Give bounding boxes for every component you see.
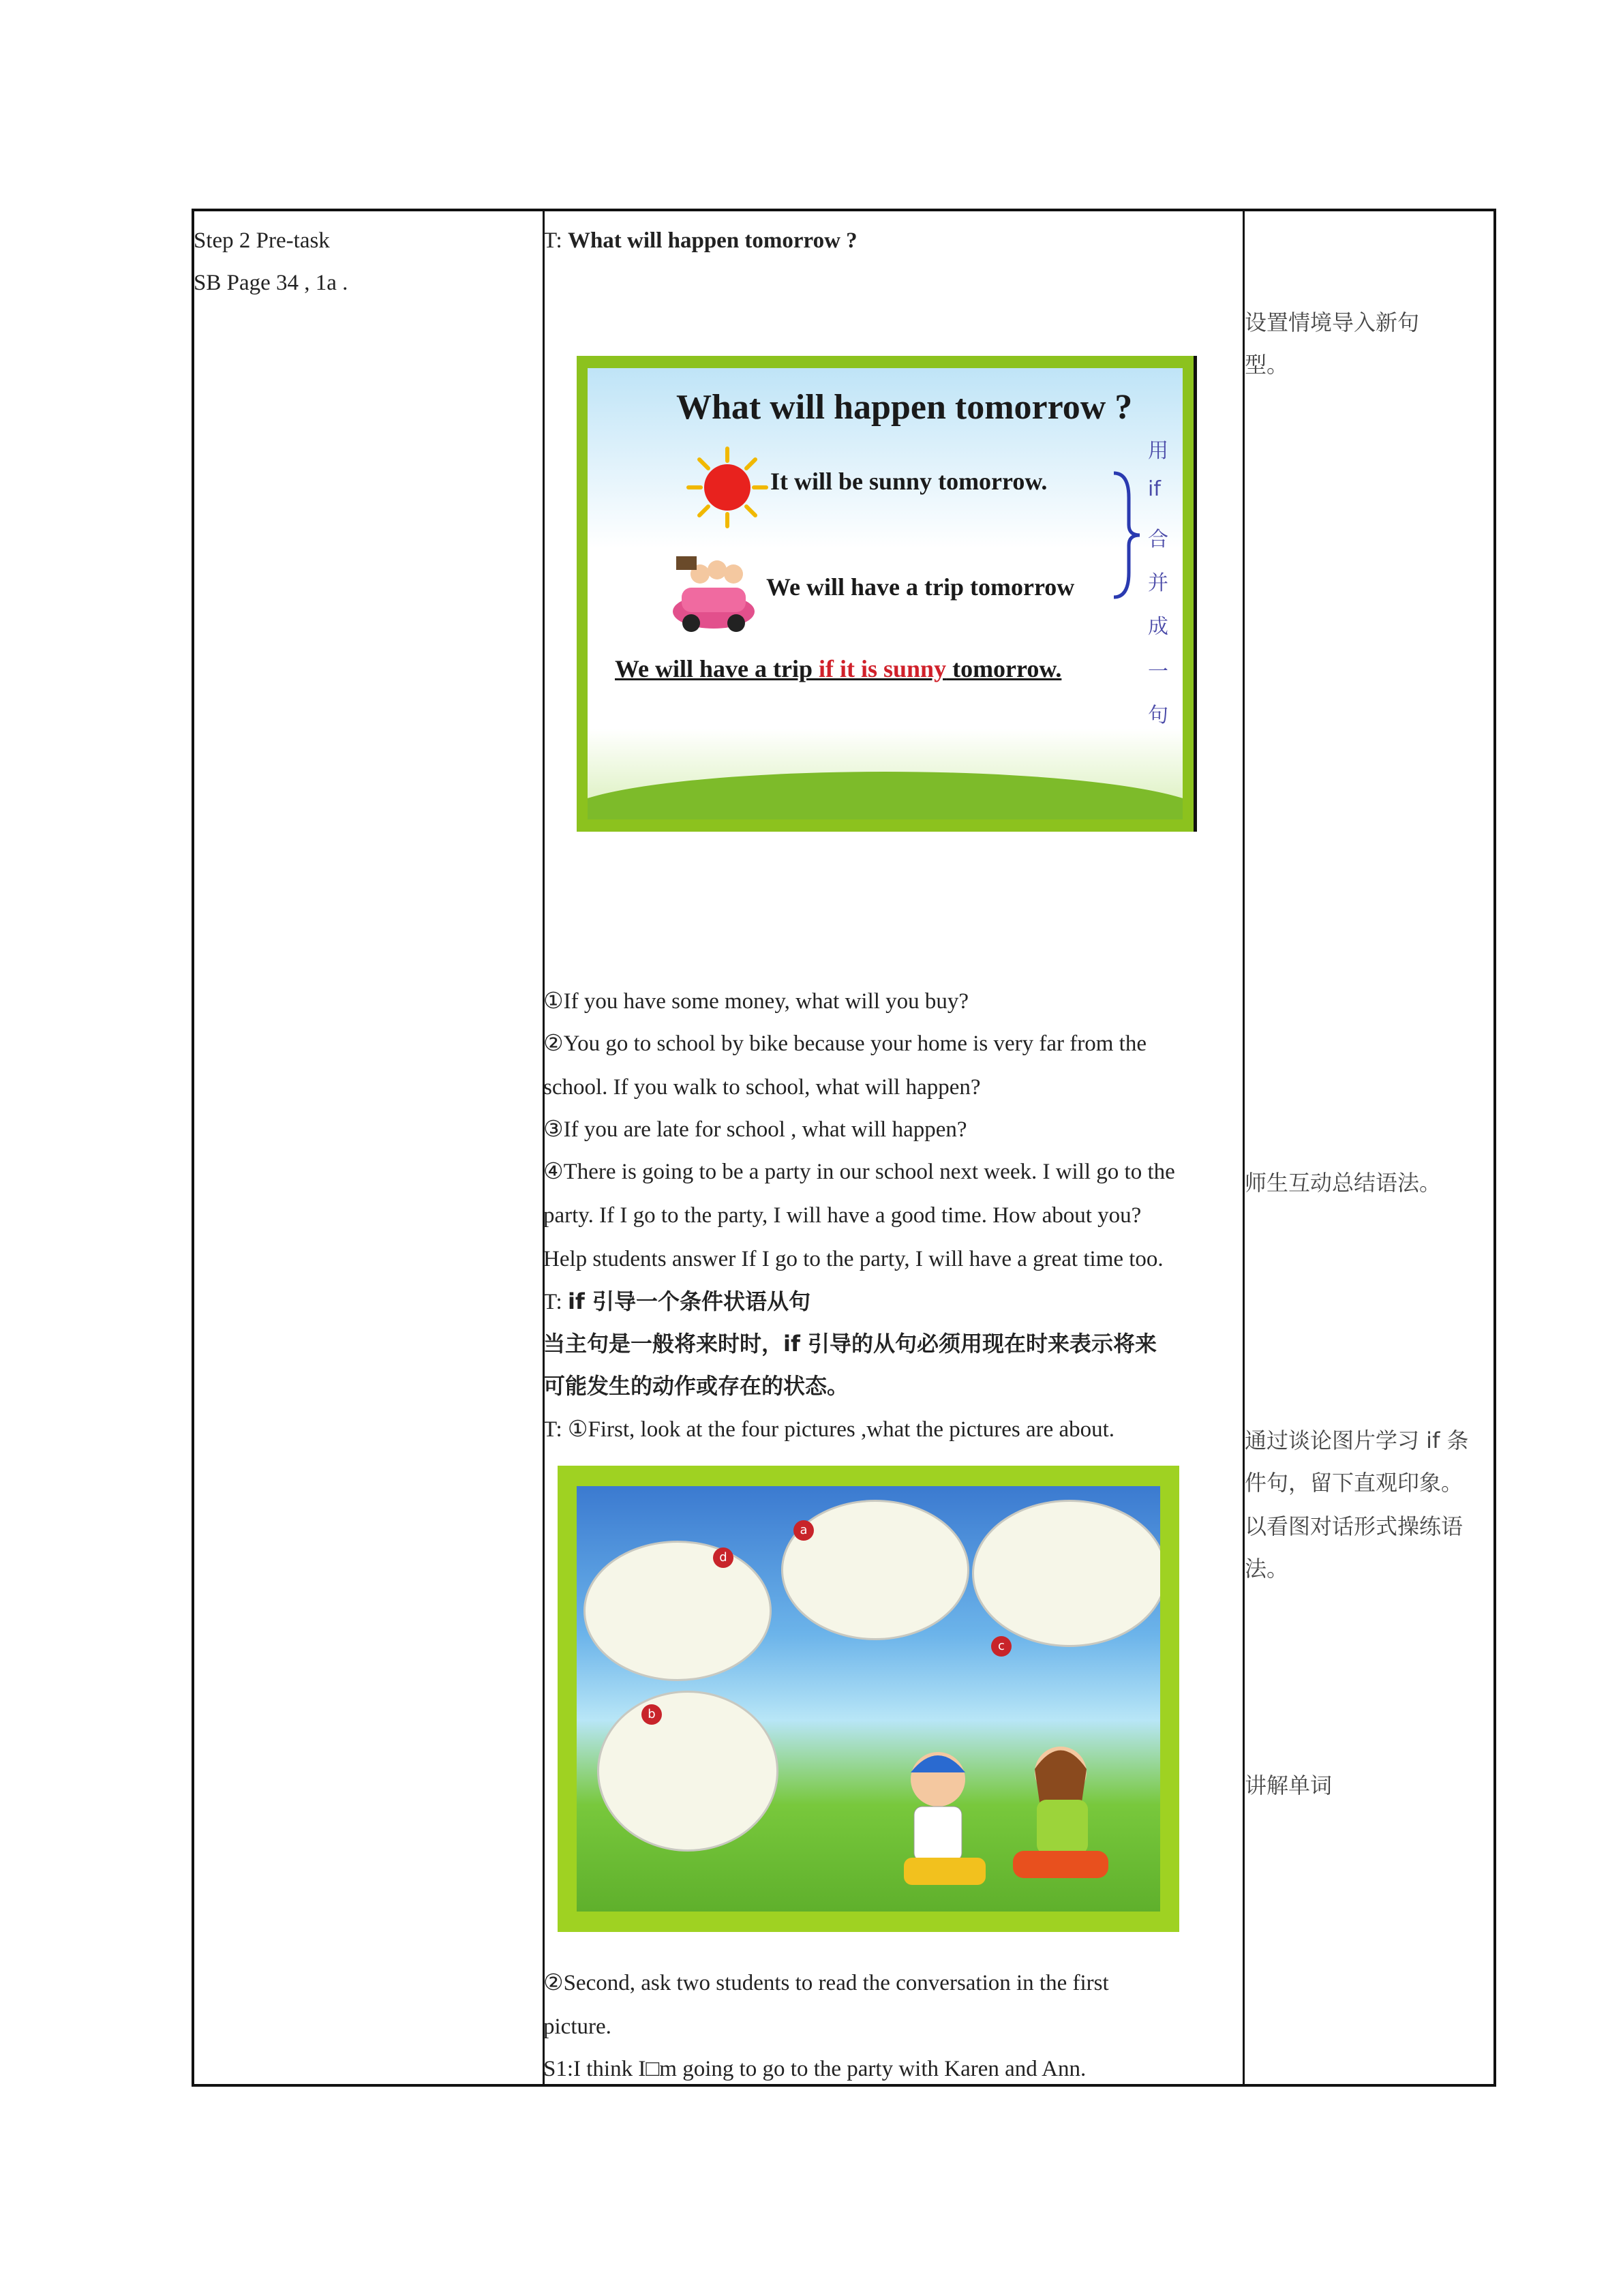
slide-what-will-happen [577,356,1197,832]
question-line-4: ③If you are late for school , what will happen? [543,1117,967,1142]
slide1-line2: We will have a trip tomorrow [766,573,1075,601]
slide1-line1: It will be sunny tomorrow. [770,468,1048,495]
student-line: S1:I think I□m going to go to the party with Karen and Ann. [543,2057,1087,2081]
question-line-5: ④There is going to be a party in our school next week. I will go to the [543,1160,1175,1184]
picture-a-bubble [781,1500,969,1640]
line3-highlight: if it is sunny [819,655,947,682]
slide1-canvas [588,368,1183,819]
slide2-canvas [577,1486,1160,1912]
grammar-title-text: if 引导一个条件状语从句 [567,1288,810,1314]
children-illustration [877,1732,1136,1909]
tag-a: a [793,1520,814,1541]
question-line-3: school. If you walk to school, what will happen? [543,1075,981,1100]
page-reference: SB Page 34 , 1a . [194,271,348,295]
brace-icon [1110,470,1142,600]
teacher-prefix: T: [543,228,568,253]
grass-decoration [588,772,1183,819]
step-second-line-2: picture. [543,2014,611,2039]
question-line-1: ①If you have some money, what will you buy? [543,989,969,1014]
slide1-title: What will happen tomorrow ? [676,388,1133,427]
vertical-char-3: 合 [1148,528,1168,552]
grammar-prefix: T: [543,1290,568,1314]
slide-four-pictures [558,1466,1179,1932]
picture-d-bubble [583,1541,772,1681]
teacher-question [543,220,858,262]
note-pictures-line-3: 以看图对话形式操练语 [1245,1513,1463,1539]
grammar-rule-line-1: 当主句是一般将来时时，if 引导的从句必须用现在时来表示将来 [543,1331,1157,1357]
note-introduce-line-2: 型。 [1245,352,1289,378]
question-line-2: ②You go to school by bike because your home is very far from the [543,1031,1147,1056]
picture-b-bubble [597,1691,778,1852]
tag-c: c [991,1636,1012,1657]
question-heading: What will happen tomorrow ? [567,228,858,253]
grammar-title [543,1280,810,1323]
grammar-rule-line-2: 可能发生的动作或存在的状态。 [543,1373,849,1399]
vertical-char-2: if [1148,477,1161,501]
line3-start: We will have a trip [615,655,819,682]
tag-b: b [641,1704,662,1725]
note-vocabulary: 讲解单词 [1245,1772,1333,1798]
vertical-char-6: 一 [1148,660,1168,684]
tag-d: d [713,1547,733,1568]
car-trip-icon [663,547,765,635]
slide1-line3 [615,654,1061,683]
question-line-6: party. If I go to the party, I will have a good time. How about you? [543,1203,1142,1228]
vertical-char-5: 成 [1148,615,1168,639]
vertical-char-4: 并 [1148,571,1168,595]
step-second-line-1: ②Second, ask two students to read the conversation in the first [543,1971,1109,1995]
vertical-char-1: 用 [1148,439,1168,463]
step-label: Step 2 Pre-task [194,228,330,253]
question-line-7: Help students answer If I go to the party, I will have a great time too. [543,1247,1164,1271]
note-pictures-line-4: 法。 [1245,1556,1289,1582]
vertical-char-7: 句 [1148,704,1168,727]
note-grammar-summary: 师生互动总结语法。 [1245,1170,1442,1196]
note-pictures-line-2: 件句，留下直观印象。 [1245,1470,1463,1496]
sun-icon [683,443,772,532]
picture-c-bubble [972,1500,1160,1647]
note-pictures-line-1: 通过谈论图片学习 if 条 [1245,1428,1469,1453]
step-first-instruction: T: ①First, look at the four pictures ,what the pictures are about. [543,1417,1115,1442]
note-introduce-line-1: 设置情境导入新句 [1245,309,1420,335]
line3-end: tomorrow. [946,655,1062,682]
